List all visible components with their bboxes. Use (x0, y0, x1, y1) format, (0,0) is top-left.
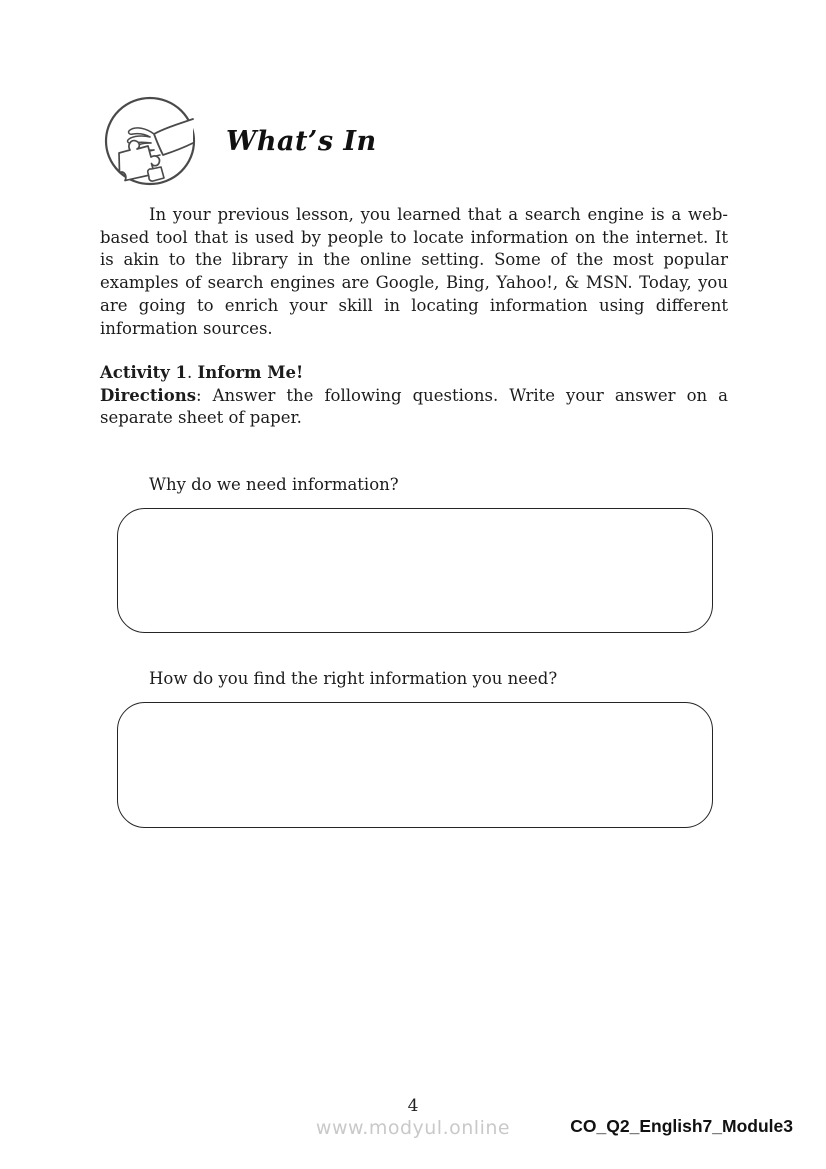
activity-directions (100, 385, 728, 430)
watermark-text: www.modyul.online (315, 1117, 511, 1139)
activity-name: Inform Me! (197, 363, 304, 382)
answer-box-question-2[interactable] (117, 702, 713, 828)
intro-paragraph: In your previous lesson, you learned that a search engine is a web-based tool that is used by people to locate information on the internet. It is akin to the library in the online setting. Some of the most popular examples of search engines are Google, Bing, Yahoo!, & MSN. Today, you are going to enrich your skill in locating information using different information sources. (100, 205, 728, 338)
activity-label: Activity 1 (100, 363, 188, 382)
question-1-label: Why do we need information? (149, 475, 399, 494)
page-number: 4 (407, 1096, 419, 1116)
answer-box-question-1[interactable] (117, 508, 713, 633)
activity-title (100, 362, 728, 385)
activity-separator: . (187, 363, 198, 382)
module-code: CO_Q2_English7_Module3 (570, 1116, 793, 1136)
directions-label: Directions (100, 385, 196, 405)
question-2-label: How do you find the right information you need? (149, 669, 558, 688)
activity-block (100, 362, 728, 430)
hand-puzzle-icon (103, 96, 197, 188)
section-title: What’s In (226, 126, 377, 157)
directions-text: : Answer the following questions. Write your answer on a separate sheet of paper. (100, 385, 728, 428)
